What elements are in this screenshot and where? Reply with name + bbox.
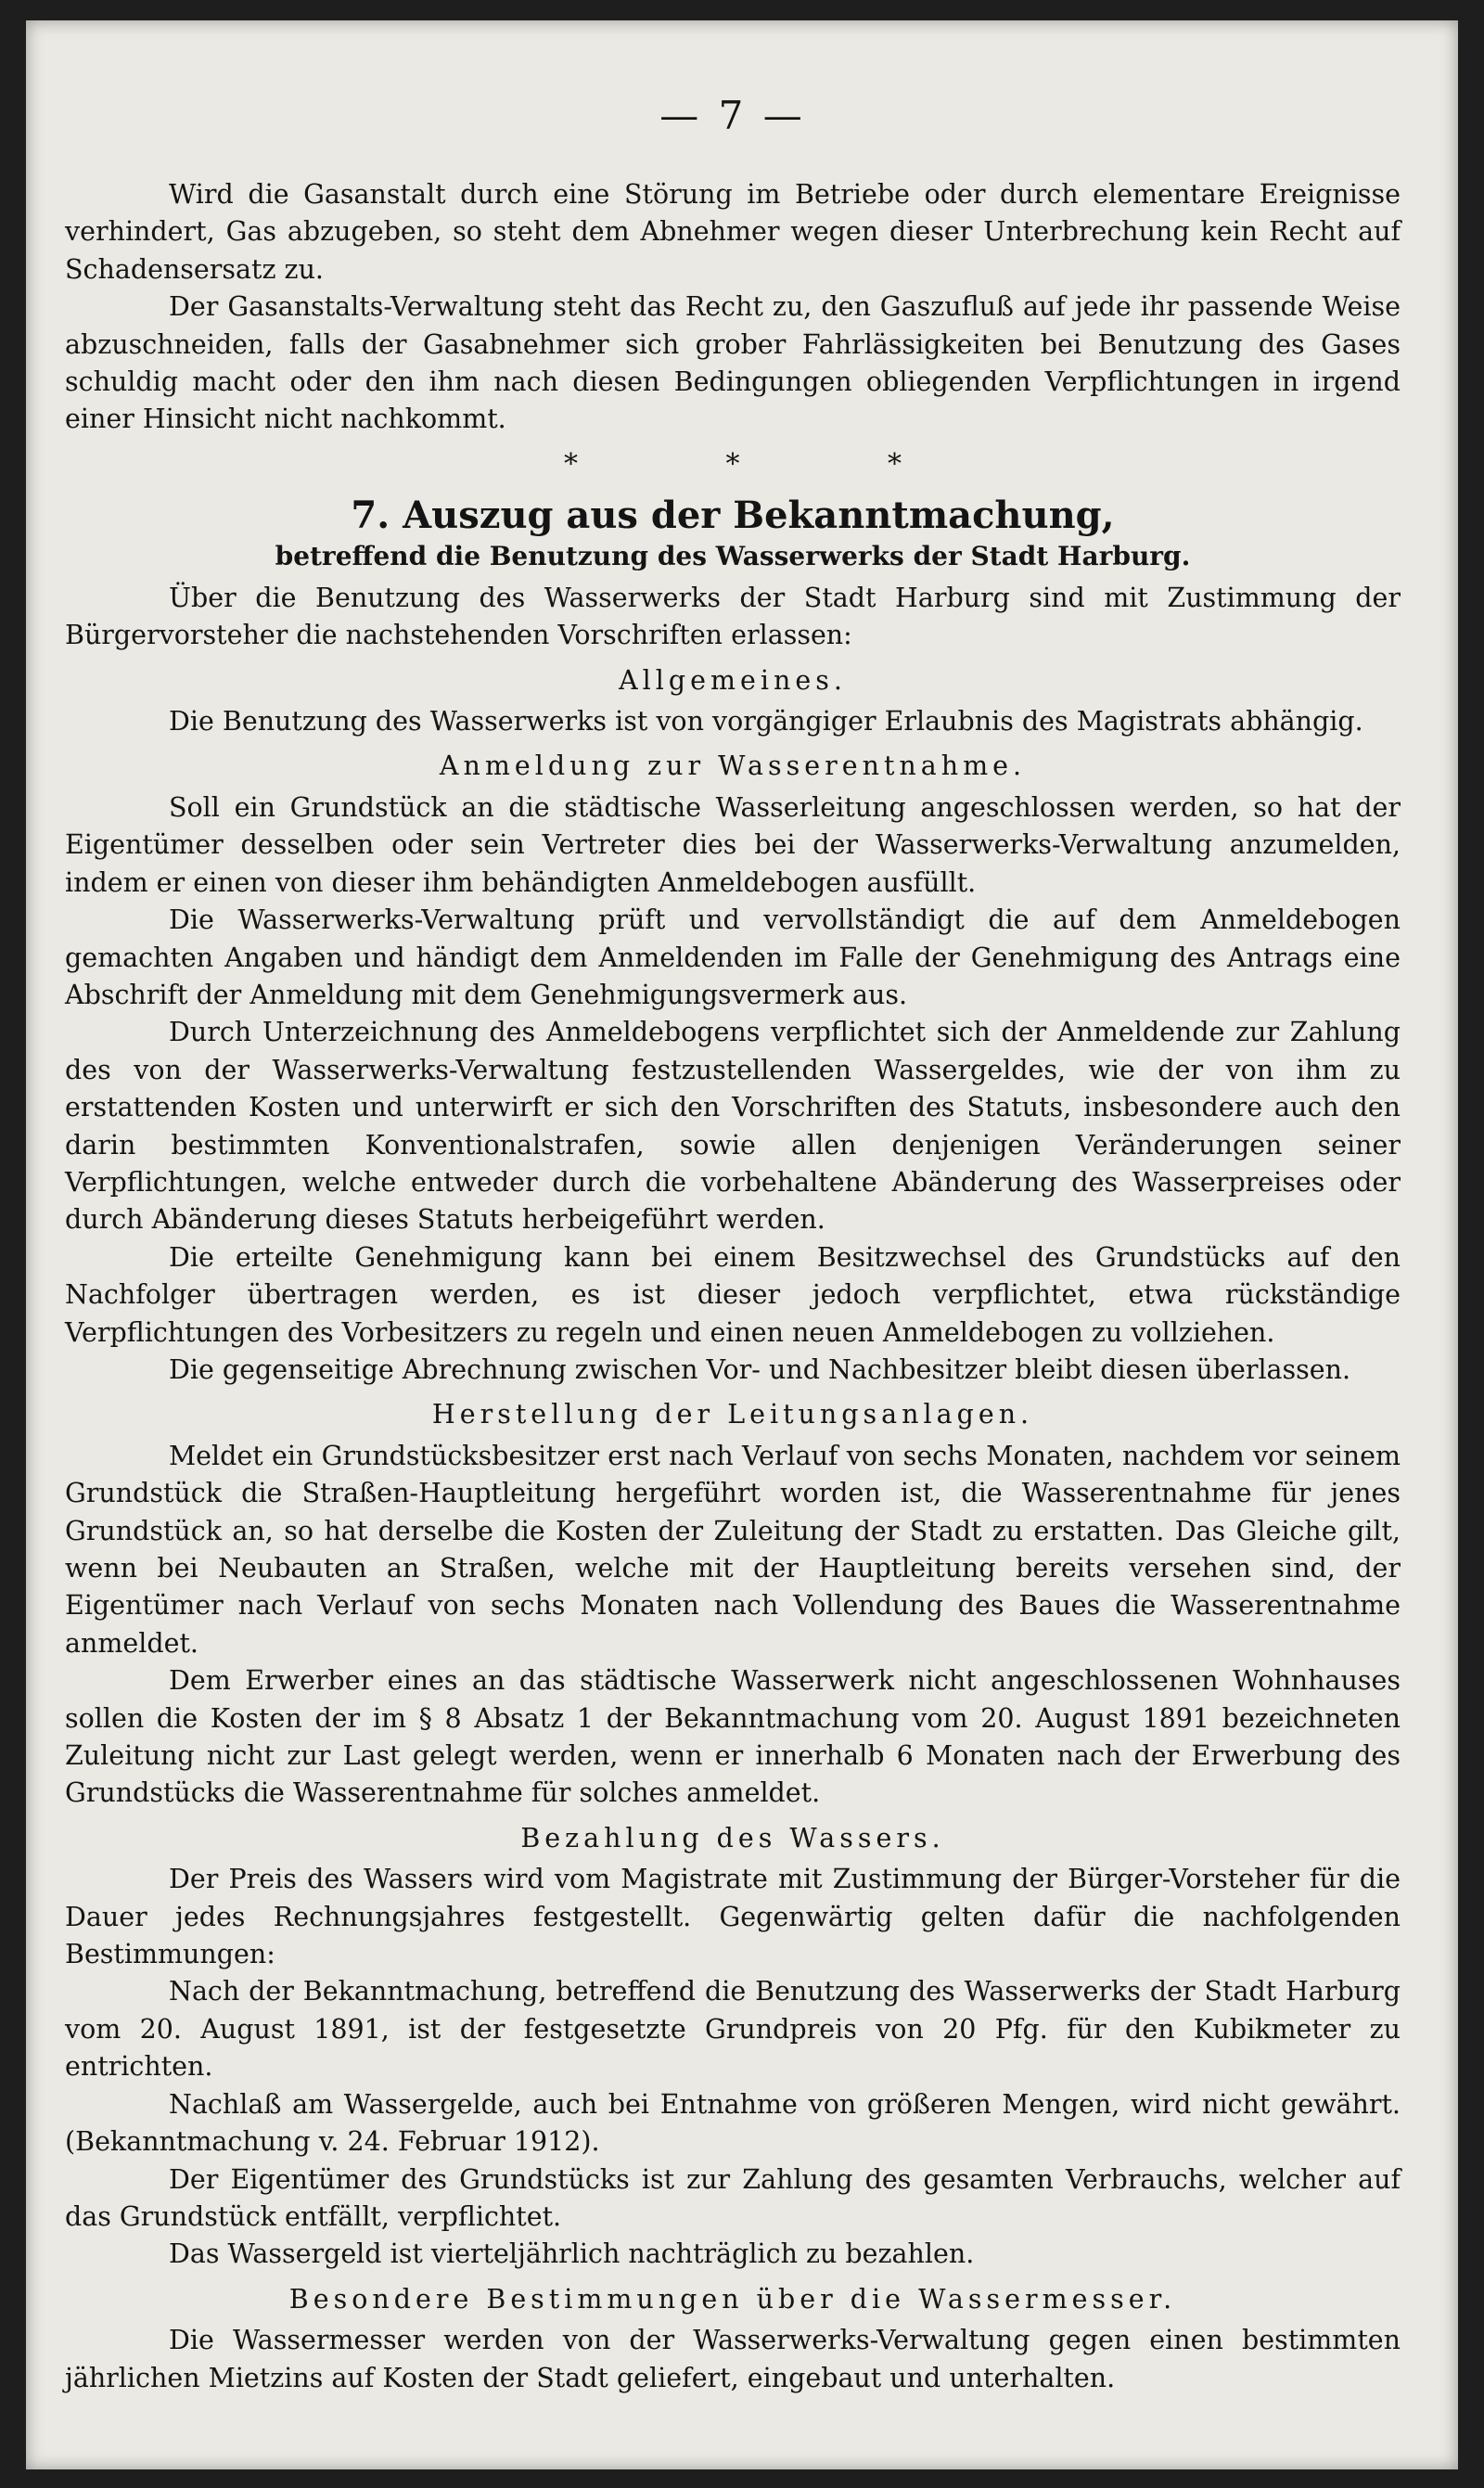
page-number: — 7 — (659, 93, 806, 138)
section-bezahlung (65, 1820, 1401, 2274)
document-page (26, 20, 1458, 2469)
section-heading: Herstellung der Leitungsanlagen. (431, 1399, 1034, 1430)
intro-paragraph: Wird die Gasanstalt durch eine Störung im Betriebe oder durch elementare Ereignisse verhindert, Gas abzugeben, so steht dem Abnehmer wegen dieser Unterbrechung kein Recht auf Schadensersatz zu. (65, 179, 1401, 285)
section-paragraph: Soll ein Grundstück an die städtische Wasserleitung angeschlossen werden, so hat der Eigentümer desselben oder sein Vertreter dies bei der Wasserwerks-Verwaltung anzumelden, indem er einen von dieser ihm behändigten Anmeldebogen ausfüllt. (65, 791, 1401, 898)
page-content (65, 93, 1401, 2397)
preamble: Über die Benutzung des Wasserwerks der Stadt Harburg sind mit Zustimmung der Bürgervorsteher die nachstehenden Vorschriften erlassen: (65, 582, 1401, 651)
section-paragraph: Die Wasserwerks-Verwaltung prüft und vervollständigt die auf dem Anmeldebogen gemachten Angaben und händigt dem Anmeldenden im Falle der Genehmigung des Antrags eine Abschrift der Anmeldung mit dem Genehmigungsvermerk aus. (65, 904, 1401, 1010)
section-paragraph: Der Eigentümer des Grundstücks ist zur Zahlung des gesamten Verbrauchs, welcher auf das Grundstück entfällt, verpflichtet. (65, 2163, 1401, 2232)
section-separator: * * * (563, 447, 902, 481)
document-subtitle: betreffend die Benutzung des Wasserwerks der Stadt Harburg. (275, 540, 1191, 571)
section-allgemeines (65, 662, 1401, 741)
section-paragraph: Der Preis des Wassers wird vom Magistrate mit Zustimmung der Bürger-Vorsteher für die Dauer jedes Rechnungsjahres festgestellt. Gegenwärtig gelten dafür die nachfolgenden Bestimmungen: (65, 1864, 1401, 1970)
section-paragraph: Die Benutzung des Wasserwerks ist von vorgängiger Erlaubnis des Magistrats abhängig. (169, 706, 1363, 737)
section-heading: Besondere Bestimmungen über die Wassermesser. (288, 2283, 1177, 2315)
intro-paragraph: Der Gasanstalts-Verwaltung steht das Recht zu, den Gaszufluß auf jede ihr passende Weise abzuschneiden, falls der Gasabnehmer sich grober Fahrlässigkeiten bei Benutzung des Gases schuldig macht oder den ihm nach diesen Bedingungen obliegenden Verpflichtungen in irgend einer Hinsicht nicht nachkommt. (65, 291, 1401, 435)
section-paragraph: Die gegenseitige Abrechnung zwischen Vor- und Nachbesitzer bleibt diesen überlassen. (169, 1353, 1351, 1385)
section-paragraph: Nachlaß am Wassergelde, auch bei Entnahme von größeren Mengen, wird nicht gewährt. (Bekanntmachung v. 24. Februar 1912). (65, 2088, 1401, 2158)
section-heading: Allgemeines. (619, 664, 847, 696)
section-paragraph: Durch Unterzeichnung des Anmeldebogens verpflichtet sich der Anmeldende zur Zahlung des von der Wasserwerks-Verwaltung festzustellenden Wassergeldes, wie der von ihm zu erstattenden Kosten und unterwirft er sich den Vorschriften des Statuts, insbesondere auch den darin bestimmten Konventionalstrafen, sowie allen denjenigen Veränderungen seiner Verpflichtungen, welche entweder durch die vorbehaltene Abänderung des Wasserpreises oder durch Abänderung dieses Statuts herbeigeführt werden. (65, 1017, 1401, 1236)
intro-section (65, 176, 1401, 439)
section-heading: Anmeldung zur Wasserentnahme. (439, 750, 1027, 782)
section-paragraph: Nach der Bekanntmachung, betreffend die Benutzung des Wasserwerks der Stadt Harburg vom 20. August 1891, ist der festgesetzte Grundpreis von 20 Pfg. für den Kubikmeter zu entrichten. (65, 1976, 1401, 2083)
section-paragraph: Meldet ein Grundstücksbesitzer erst nach Verlauf von sechs Monaten, nachdem vor seinem Grundstück die Straßen-Hauptleitung hergeführt worden ist, die Wasserentnahme für jenes Grundstück an, so hat derselbe die Kosten der Zuleitung der Stadt zu erstatten. Das Gleiche gilt, wenn bei Neubauten an Straßen, welche mit der Hauptleitung bereits versehen sind, der Eigentümer nach Verlauf von sechs Monaten nach Vollendung des Baues die Wasserentnahme anmeldet. (65, 1440, 1401, 1659)
section-paragraph: Das Wassergeld ist vierteljährlich nachträglich zu bezahlen. (169, 2238, 975, 2270)
section-anmeldung (65, 748, 1401, 1389)
document-title: 7. Auszug aus der Bekanntmachung, (351, 493, 1115, 537)
section-heading: Bezahlung des Wassers. (520, 1822, 945, 1853)
section-paragraph: Die erteilte Genehmigung kann bei einem Besitzwechsel des Grundstücks auf den Nachfolger übertragen werden, es ist dieser jedoch verpflichtet, etwa rückständige Verpflichtungen des Vorbesitzers zu regeln und einen neuen Anmeldebogen zu vollziehen. (65, 1241, 1401, 1348)
section-herstellung (65, 1396, 1401, 1812)
section-wassermesser (65, 2281, 1401, 2397)
section-paragraph: Die Wassermesser werden von der Wasserwerks-Verwaltung gegen einen bestimmten jährlichen Mietzins auf Kosten der Stadt geliefert, eingebaut und unterhalten. (65, 2325, 1401, 2393)
section-paragraph: Dem Erwerber eines an das städtische Wasserwerk nicht angeschlossenen Wohnhauses sollen die Kosten der im § 8 Absatz 1 der Bekanntmachung vom 20. August 1891 bezeichneten Zuleitung nicht zur Last gelegt werden, wenn er innerhalb 6 Monaten nach der Erwerbung des Grundstücks die Wasserentnahme für solches anmeldet. (65, 1665, 1401, 1809)
